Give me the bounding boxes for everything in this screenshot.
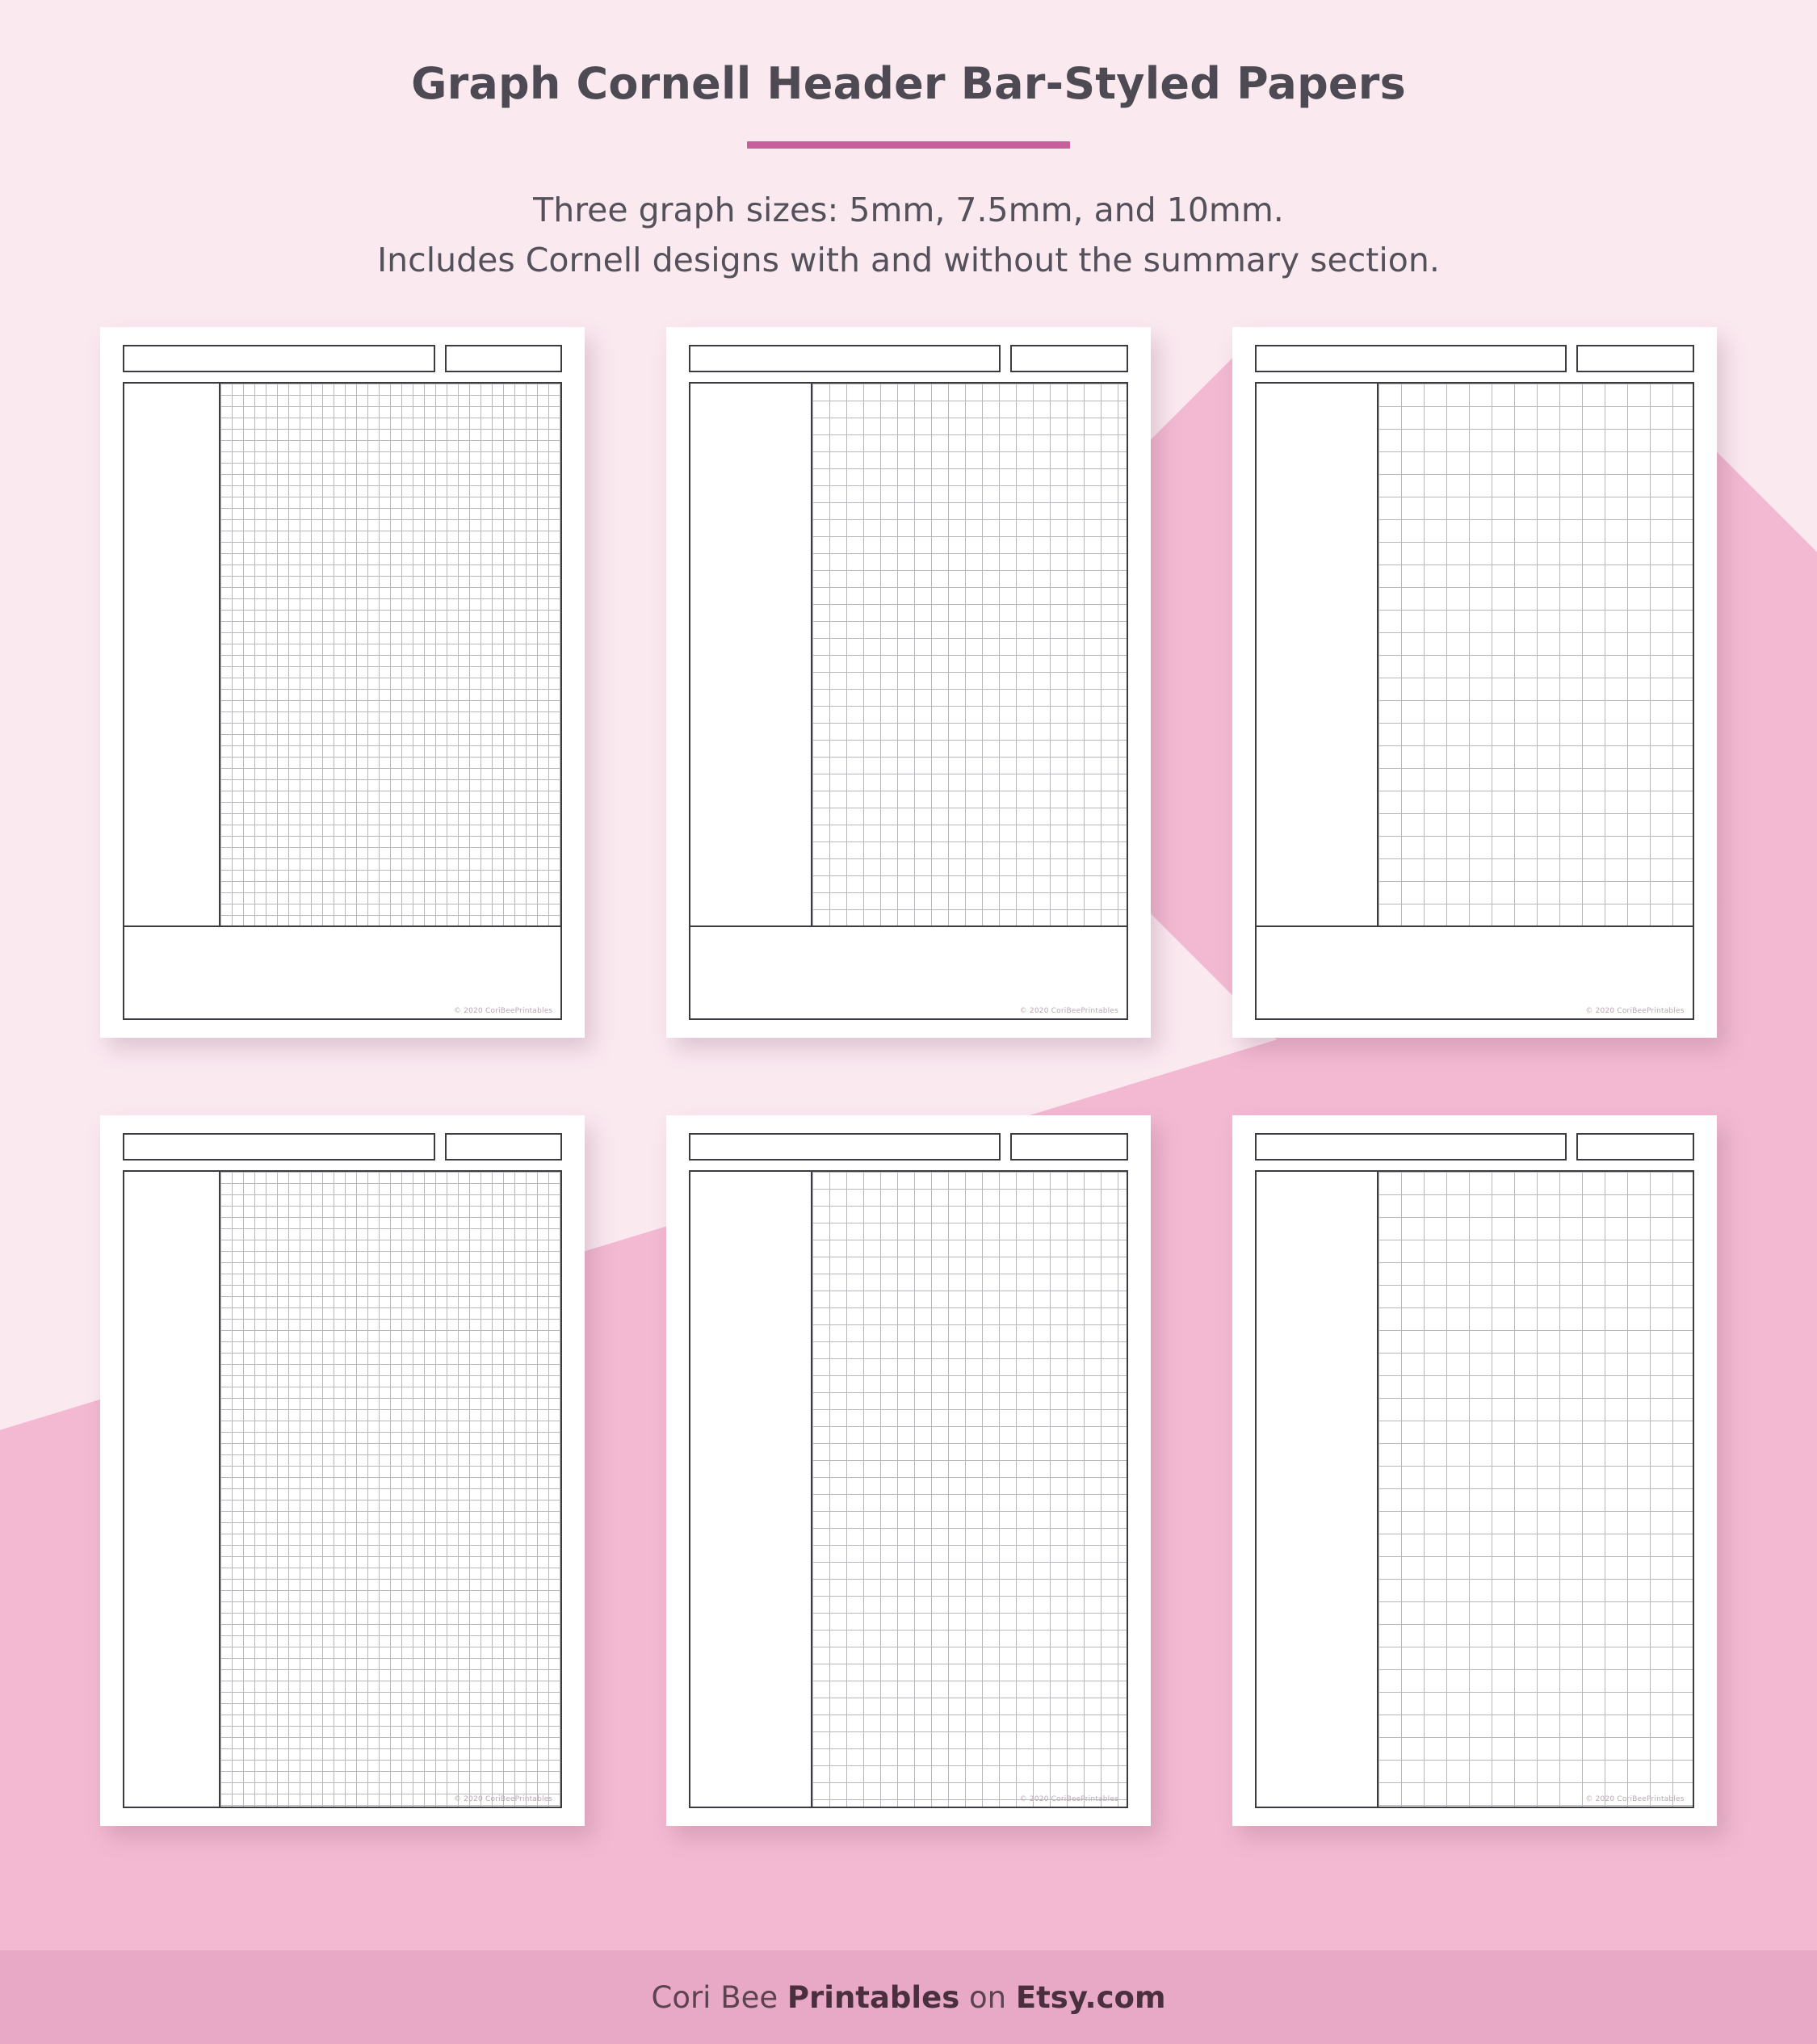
header-bar-date-1[interactable]	[445, 345, 563, 372]
notes-grid-5[interactable]	[812, 1172, 1127, 1807]
sheet-inner-4	[123, 1133, 562, 1808]
sheet-body-5	[689, 1170, 1128, 1808]
cue-column-6[interactable]	[1257, 1172, 1378, 1807]
credit-text-1: © 2020 CoriBeePrintables	[454, 1007, 553, 1015]
summary-section-3[interactable]	[1257, 925, 1693, 1018]
header-bar-row-5	[689, 1133, 1128, 1161]
preview-sheet-6[interactable]	[1232, 1115, 1717, 1826]
preview-sheet-2[interactable]	[666, 327, 1151, 1038]
header-bar-title-6[interactable]	[1255, 1133, 1567, 1161]
sheet-inner-6	[1255, 1133, 1694, 1808]
subtitle-line-1: Three graph sizes: 5mm, 7.5mm, and 10mm.	[533, 191, 1284, 229]
header-bar-title-4[interactable]	[123, 1133, 434, 1161]
header-bar-title-5[interactable]	[689, 1133, 1001, 1161]
notes-grid-3[interactable]	[1378, 384, 1693, 925]
sheet-inner-2	[689, 345, 1128, 1020]
header-bar-row-6	[1255, 1133, 1694, 1161]
sheet-inner-1	[123, 345, 562, 1020]
header-bar-row-2	[689, 345, 1128, 372]
header-bar-row-4	[123, 1133, 562, 1161]
cue-column-3[interactable]	[1257, 384, 1378, 925]
footer-brand	[651, 1980, 1165, 2015]
header-bar-row-1	[123, 345, 562, 372]
footer-brand-bold: Printables	[787, 1979, 960, 2015]
credit-text-3: © 2020 CoriBeePrintables	[1585, 1007, 1685, 1015]
credit-text-2: © 2020 CoriBeePrintables	[1019, 1007, 1118, 1015]
sheet-body-6	[1255, 1170, 1694, 1808]
preview-sheet-1[interactable]	[100, 327, 585, 1038]
notes-grid-6[interactable]	[1378, 1172, 1693, 1807]
sheet-body-4	[123, 1170, 562, 1808]
credit-text-5: © 2020 CoriBeePrintables	[1019, 1795, 1118, 1803]
header-bar-title-1[interactable]	[123, 345, 434, 372]
header-bar-title-3[interactable]	[1255, 345, 1567, 372]
footer-brand-light: Cori Bee	[651, 1979, 787, 2015]
preview-sheet-3[interactable]	[1232, 327, 1717, 1038]
header-bar-row-3	[1255, 345, 1694, 372]
footer-band	[0, 1950, 1817, 2044]
preview-grid	[89, 327, 1728, 1826]
notes-grid-1[interactable]	[220, 384, 560, 925]
header-bar-date-3[interactable]	[1576, 345, 1694, 372]
footer-brand-site: Etsy.com	[1015, 1979, 1166, 2015]
cue-column-4[interactable]	[124, 1172, 220, 1807]
cue-column-2[interactable]	[690, 384, 812, 925]
header-bar-date-6[interactable]	[1576, 1133, 1694, 1161]
credit-text-4: © 2020 CoriBeePrintables	[454, 1795, 553, 1803]
summary-section-1[interactable]	[124, 925, 560, 1018]
sheet-body-2	[689, 382, 1128, 1020]
cue-column-1[interactable]	[124, 384, 220, 925]
page-title: Graph Cornell Header Bar-Styled Papers	[411, 58, 1406, 109]
sheet-body-top-6	[1257, 1172, 1693, 1807]
credit-text-6: © 2020 CoriBeePrintables	[1585, 1795, 1685, 1803]
sheet-body-top-1	[124, 384, 560, 925]
sheet-body-top-5	[690, 1172, 1127, 1807]
notes-grid-2[interactable]	[812, 384, 1127, 925]
header-bar-date-5[interactable]	[1010, 1133, 1128, 1161]
summary-section-2[interactable]	[690, 925, 1127, 1018]
preview-sheet-5[interactable]	[666, 1115, 1151, 1826]
cue-column-5[interactable]	[690, 1172, 812, 1807]
header-bar-date-4[interactable]	[445, 1133, 563, 1161]
title-underline-rule	[747, 141, 1070, 149]
preview-sheet-4[interactable]	[100, 1115, 585, 1826]
header-bar-date-2[interactable]	[1010, 345, 1128, 372]
sheet-body-top-4	[124, 1172, 560, 1807]
notes-grid-4[interactable]	[220, 1172, 560, 1807]
sheet-body-3	[1255, 382, 1694, 1020]
sheet-body-1	[123, 382, 562, 1020]
sheet-body-top-2	[690, 384, 1127, 925]
page-subtitle	[0, 186, 1817, 285]
sheet-body-top-3	[1257, 384, 1693, 925]
sheet-inner-3	[1255, 345, 1694, 1020]
subtitle-line-2: Includes Cornell designs with and without the summary section.	[377, 240, 1440, 279]
sheet-inner-5	[689, 1133, 1128, 1808]
header-bar-title-2[interactable]	[689, 345, 1001, 372]
footer-brand-mid: on	[959, 1979, 1016, 2015]
